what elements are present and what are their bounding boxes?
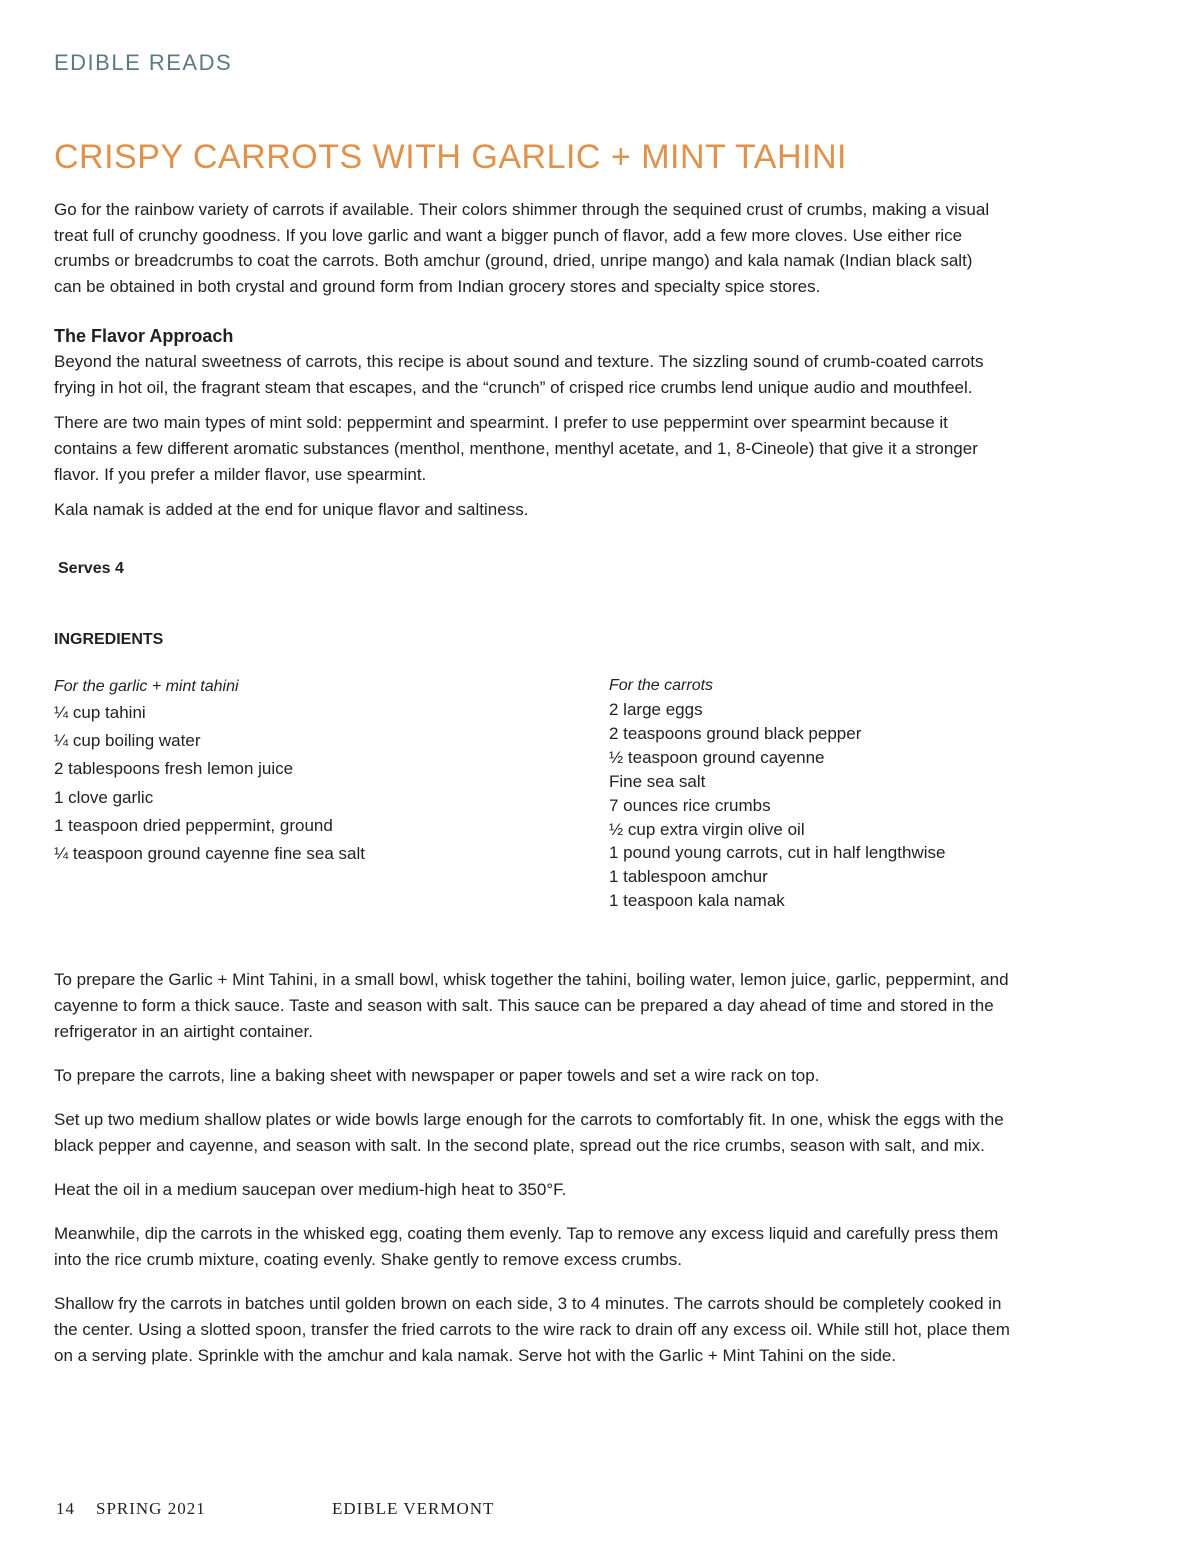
- ingredient-item: ¼ cup tahini: [54, 703, 146, 722]
- ingredient-item: 1 teaspoon kala namak: [609, 891, 785, 911]
- section-label: EDIBLE READS: [54, 50, 233, 75]
- flavor-paragraph: Kala namak is added at the end for unique flavor and saltiness.: [54, 500, 529, 519]
- ingredients-heading: INGREDIENTS: [54, 631, 164, 648]
- ingredient-item: ¼ cup boiling water: [54, 731, 201, 751]
- ingredient-item: Fine sea salt: [609, 771, 706, 791]
- method-step: To prepare the carrots, line a baking sheet with newspaper or paper towels and set a wire rack on top.: [54, 1066, 820, 1085]
- ingredient-item: 2 teaspoons ground black pepper: [609, 723, 862, 743]
- method-step: Heat the oil in a medium saucepan over medium-high heat to 350°F.: [54, 1180, 567, 1199]
- flavor-paragraph: Beyond the natural sweetness of carrots, this recipe is about sound and texture. The sizzling sound of crumb-coated carrots frying in hot oil, the fragrant steam that escapes, and the “crunch” of crisped rice crumbs lend unique audio and mouthfeel.: [54, 352, 984, 397]
- recipe-intro: Go for the rainbow variety of carrots if available. Their colors shimmer through the sequined crust of crumbs, making a visual treat full of crunchy goodness. If you love garlic and want a bigger punch of flavor, add a few more cloves. Use either rice crumbs or breadcrumbs to coat the carrots. Both amchur (ground, dried, unripe mango) and kala namak (Indian black salt) can be obtained in both crystal and ground form from Indian grocery stores and specialty spice stores.: [54, 200, 990, 296]
- flavor-paragraph: There are two main types of mint sold: peppermint and spearmint. I prefer to use peppermint over spearmint because it contains a few different aromatic substances (menthol, menthone, menthyl acetate, and 1, 8-Cineole) that give it a stronger flavor. If you prefer a milder flavor, use spearmint.: [54, 413, 978, 484]
- ingredient-item: 1 tablespoon amchur: [609, 867, 768, 887]
- carrots-subheading: For the carrots: [609, 677, 714, 694]
- flavor-approach-heading: The Flavor Approach: [54, 326, 234, 346]
- ingredient-item: 7 ounces rice crumbs: [609, 795, 771, 815]
- ingredient-item: ½ teaspoon ground cayenne: [609, 747, 825, 767]
- method-section: [54, 967, 1014, 1387]
- method-step: Set up two medium shallow plates or wide bowls large enough for the carrots to comfortably fit. In one, whisk the eggs with the black pepper and cayenne, and season with salt. In the second plate, spread out the rice crumbs, season with salt, and mix.: [54, 1110, 1004, 1155]
- method-step: Meanwhile, dip the carrots in the whisked egg, coating them evenly. Tap to remove any excess liquid and carefully press them into the rice crumb mixture, coating evenly. Shake gently to remove excess crumbs.: [54, 1224, 999, 1269]
- ingredient-item: ½ cup extra virgin olive oil: [609, 819, 805, 839]
- issue-label: SPRING 2021: [96, 1499, 206, 1518]
- carrot-ingredients: [609, 674, 1089, 913]
- ingredient-item: 2 tablespoons fresh lemon juice: [54, 759, 294, 779]
- method-step: To prepare the Garlic + Mint Tahini, in a small bowl, whisk together the tahini, boiling water, lemon juice, garlic, peppermint, and cayenne to form a thick sauce. Taste and season with salt. This sauce can be prepared a day ahead of time and stored in the refrigerator in an airtight container.: [54, 970, 1009, 1041]
- carrot-ingredient-list: [609, 698, 1089, 913]
- flavor-approach-section: [54, 323, 1004, 532]
- tahini-ingredients: [54, 675, 534, 868]
- ingredient-item: 1 pound young carrots, cut in half lengthwise: [609, 843, 946, 863]
- tahini-ingredient-list: [54, 699, 534, 868]
- page-footer: [56, 1499, 494, 1519]
- publication-name: EDIBLE VERMONT: [332, 1499, 495, 1518]
- page-number: 14: [56, 1499, 75, 1518]
- ingredient-item: 1 teaspoon dried peppermint, ground: [54, 815, 333, 835]
- tahini-subheading: For the garlic + mint tahini: [54, 678, 239, 695]
- serves-label: Serves 4: [58, 560, 124, 577]
- ingredient-item: ¼ teaspoon ground cayenne fine sea salt: [54, 844, 365, 864]
- ingredient-item: 1 clove garlic: [54, 787, 154, 807]
- ingredient-item: 2 large eggs: [609, 700, 703, 719]
- recipe-title: CRISPY CARROTS WITH GARLIC + MINT TAHINI: [54, 138, 847, 176]
- method-step: Shallow fry the carrots in batches until golden brown on each side, 3 to 4 minutes. The carrots should be completely cooked in the center. Using a slotted spoon, transfer the fried carrots to the wire rack to drain off any excess oil. While still hot, place them on a serving plate. Sprinkle with the amchur and kala namak. Serve hot with the Garlic + Mint Tahini on the side.: [54, 1294, 1010, 1365]
